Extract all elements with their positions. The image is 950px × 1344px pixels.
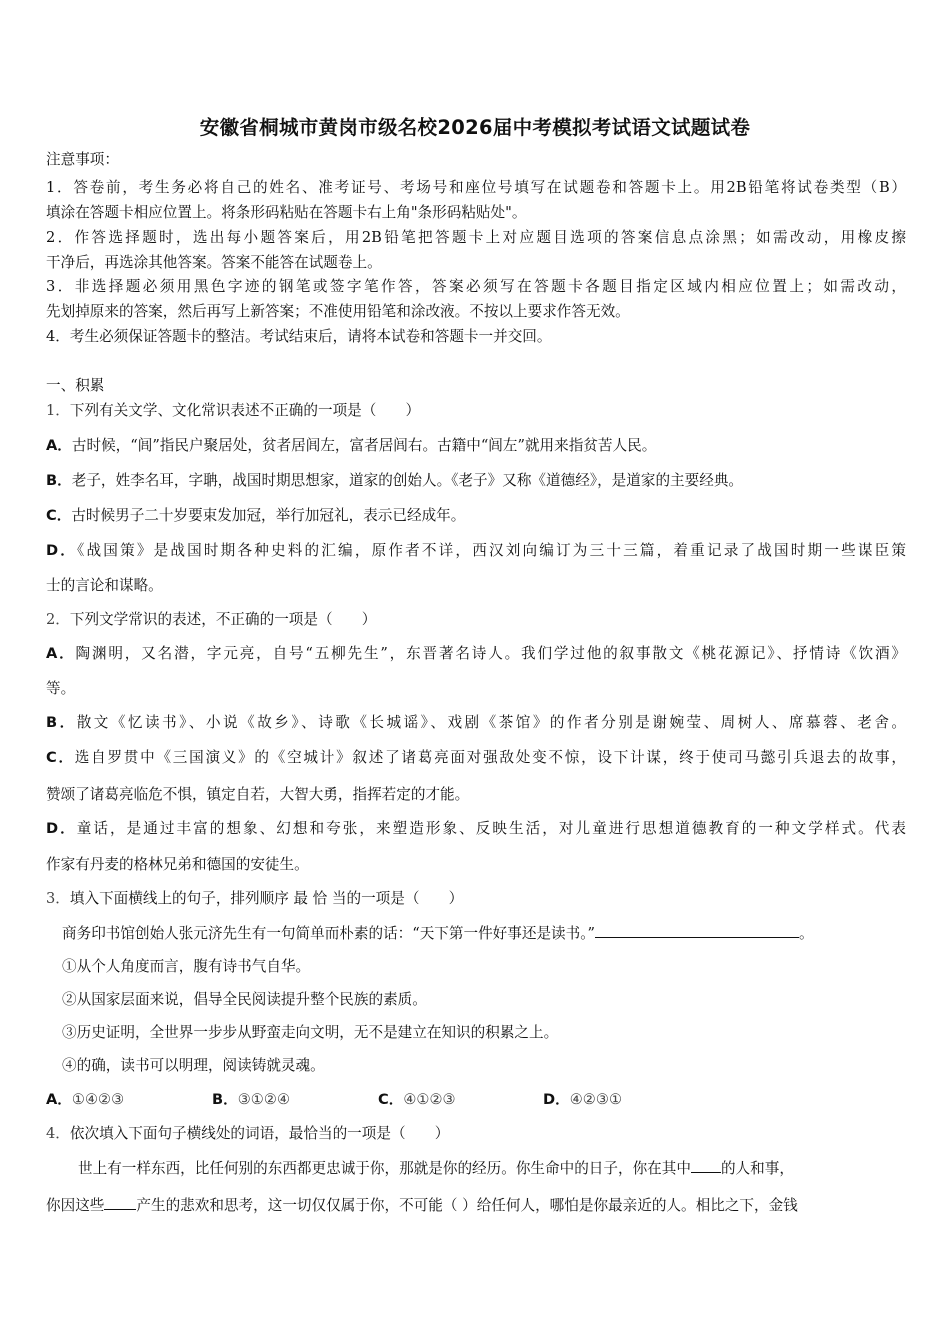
passage-end: 。 [799,925,814,942]
question-3-sentence-1: ①从个人角度而言，腹有诗书气自华。 [62,958,311,975]
passage-text: 产生的悲欢和思考，这一切仅仅属于你，不可能（ ）给任何人，哪怕是你最亲近的人。相比之下，金钱 [136,1197,798,1214]
question-3-option-b [212,1090,290,1110]
question-2-number: 2． [46,611,70,628]
question-2-option-d [46,819,906,839]
question-3-stem [46,889,906,909]
question-3-option-a [46,1090,124,1110]
option-label: D． [46,820,77,837]
option-text: ④②③① [569,1091,623,1108]
question-2-option-b [46,713,906,733]
option-label: C． [46,507,72,524]
option-text: 古时候男子二十岁要束发加冠，举行加冠礼，表示已经成年。 [71,507,466,524]
option-label: A． [46,437,72,454]
question-1-stem [46,401,906,421]
question-3-option-c [378,1090,456,1110]
question-3-sentence-4: ④的确，读书可以明理，阅读铸就灵魂。 [62,1057,325,1074]
option-label: C． [378,1091,404,1108]
question-3-option-d [543,1090,622,1110]
question-3-text: 填入下面横线上的句子，排列顺序 最 恰 当的一项是（ ） [69,890,464,907]
question-2-option-d-line-2: 作家有丹麦的格林兄弟和德国的安徒生。 [46,856,309,873]
question-3-number: 3． [46,890,70,907]
notice-item-1-line-2: 填涂在答题卡相应位置上。将条形码粘贴在答题卡右上角"条形码粘贴处"。 [46,204,527,221]
fill-blank [104,1195,136,1210]
option-label: C． [46,749,75,766]
option-label: D． [46,542,78,559]
option-text: 陶渊明，又名潜，字元亮，自号“五柳先生”，东晋著名诗人。我们学过他的叙事散文《桃花源记》、抒情诗《饮酒》 [75,645,906,662]
question-4-number: 4． [46,1125,70,1142]
question-1-option-d-line-2: 士的言论和谋略。 [46,577,163,594]
notice-item-3-line-1: 3．非选择题必须用黑色字迹的钢笔或签字笔作答，答案必须写在答题卡各题目指定区域内相应位置上；如需改动， [46,278,906,295]
option-text: 选自罗贯中《三国演义》的《空城计》叙述了诸葛亮面对强敌处变不惊，设下计谋，终于使司马懿引兵退去的故事， [74,749,906,766]
option-label: D． [543,1091,570,1108]
option-text: 古时候，“闾”指民户聚居处，贫者居闾左，富者居闾右。古籍中“闾左”就用来指贫苦人民。 [71,437,657,454]
passage-text: 世上有一样东西，比任何别的东西都更忠诚于你，那就是你的经历。你生命中的日子，你在其中 [78,1160,691,1177]
option-text: 童话，是通过丰富的想象、幻想和夸张，来塑造形象、反映生活，对儿童进行思想道德教育的一种文学样式。代表 [76,820,906,837]
question-4-passage-line-2 [46,1195,906,1216]
passage-text: 商务印书馆创始人张元济先生有一句简单而朴素的话：“天下第一件好事还是读书。” [62,925,595,942]
option-label: A． [46,645,76,662]
fill-blank [691,1158,721,1173]
question-2-option-a-line-2: 等。 [46,680,76,697]
question-3-sentence-2: ②从国家层面来说，倡导全民阅读提升整个民族的素质。 [62,991,427,1008]
question-1-option-c [46,506,906,526]
notice-item-2-line-1: 2．作答选择题时，选出每小题答案后，用2B铅笔把答题卡上对应题目选项的答案信息点涂黑；如需改动，用橡皮擦 [46,229,906,246]
question-1-number: 1． [46,402,70,419]
passage-text: 的人和事， [720,1160,794,1177]
question-3-passage [62,923,906,944]
fill-blank [595,923,799,938]
option-label: B． [46,472,72,489]
question-1-option-a [46,436,906,456]
option-text: ①④②③ [71,1091,125,1108]
notice-item-4: 4．考生必须保证答题卡的整洁。考试结束后，请将本试卷和答题卡一并交回。 [46,328,552,345]
option-text: ④①②③ [403,1091,456,1108]
option-text: ③①②④ [237,1091,291,1108]
notice-heading: 注意事项： [46,151,119,168]
option-label: B． [212,1091,238,1108]
notice-item-2-line-2: 干净后，再选涂其他答案。答案不能答在试题卷上。 [46,254,382,271]
option-text: 《战国策》是战国时期各种史料的汇编，原作者不详，西汉刘向编订为三十三篇，着重记录了战国时期一些谋臣策 [77,542,906,559]
question-4-passage-line-1 [78,1158,906,1179]
question-3-sentence-3: ③历史证明，全世界一步步从野蛮走向文明，无不是建立在知识的积累之上。 [62,1024,559,1041]
question-1-text: 下列有关文学、文化常识表述不正确的一项是（ ） [69,402,421,419]
question-2-stem [46,610,906,630]
question-4-text: 依次填入下面句子横线处的词语，最恰当的一项是（ ） [69,1125,450,1142]
exam-title: 安徽省桐城市黄岗市级名校2026届中考模拟考试语文试题试卷 [199,116,751,139]
question-2-option-a [46,644,906,664]
option-label: A． [46,1091,72,1108]
option-text: 散文《忆读书》、小说《故乡》、诗歌《长城谣》、戏剧《茶馆》的作者分别是谢婉莹、周树人、席慕蓉、老舍。 [76,714,907,731]
notice-item-1-line-1: 1．答卷前，考生务必将自己的姓名、准考证号、考场号和座位号填写在试题卷和答题卡上。用2B铅笔将试卷类型（B） [46,179,906,196]
section-heading: 一、积累 [46,377,105,394]
question-1-option-b [46,471,906,491]
question-2-option-c-line-2: 赞颂了诸葛亮临危不惧，镇定自若，大智大勇，指挥若定的才能。 [46,786,470,803]
question-2-text: 下列文学常识的表述，不正确的一项是（ ） [69,611,377,628]
question-2-option-c [46,748,906,768]
passage-text: 你因这些 [46,1197,105,1214]
option-label: B． [46,714,77,731]
question-1-option-d [46,541,906,561]
notice-item-3-line-2: 先划掉原来的答案，然后再写上新答案；不准使用铅笔和涂改液。不按以上要求作答无效。 [46,303,630,320]
question-4-stem [46,1124,906,1144]
option-text: 老子，姓李名耳，字聃，战国时期思想家，道家的创始人。《老子》又称《道德经》，是道家的主要经典。 [71,472,744,489]
